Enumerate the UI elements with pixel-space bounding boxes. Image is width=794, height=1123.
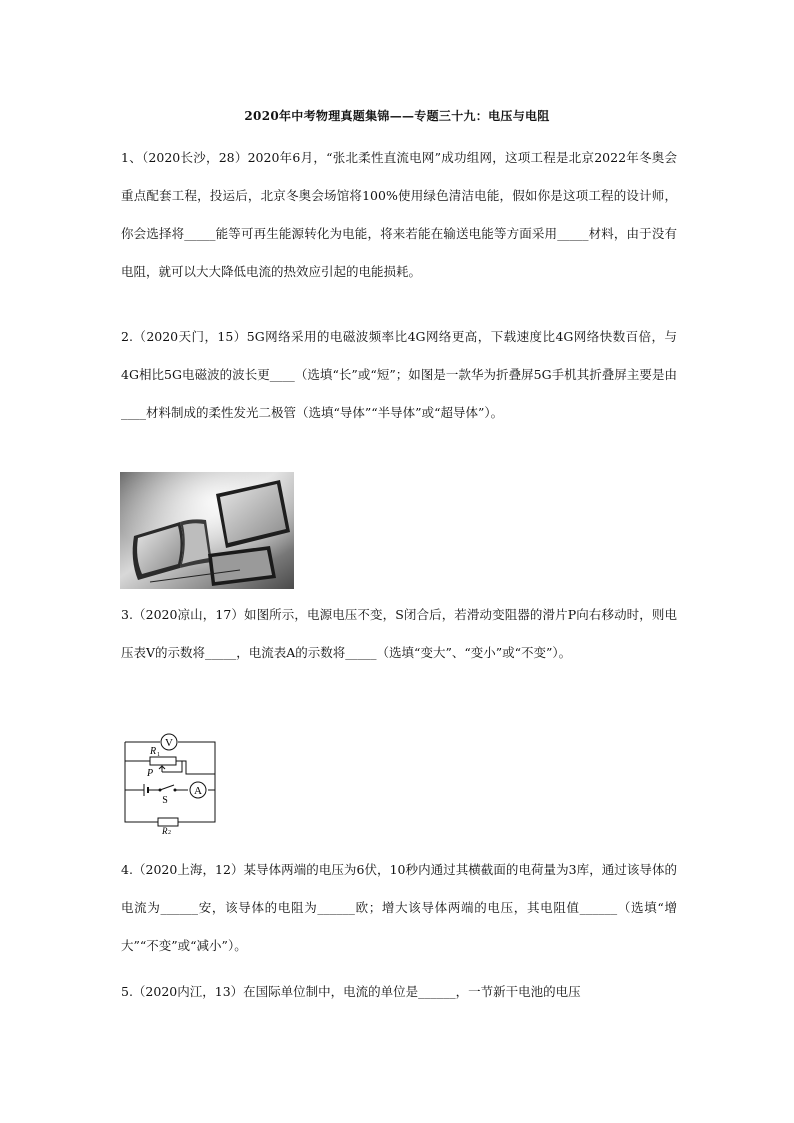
question-2: 2.（2020天门，15）5G网络采用的电磁波频率比4G网络更高，下载速度比4G网络快数百倍，与4G相比5G电磁波的波长更____（选填“长”或“短”；如图是一款华为折叠屏5G手机其折叠屏主要是由____材料制成的柔性发光二极管（选填“导体”“半导体”或“超导体”）。 bbox=[121, 329, 677, 420]
question-1: 1、（2020长沙，28）2020年6月，“张北柔性直流电网”成功组网，这项工程是北京2022年冬奥会重点配套工程，投运后，北京冬奥会场馆将100%使用绿色清洁电能，假如你是这项工程的设计师，你会选择将_____能等可再生能源转化为电能，将来若能在输送电能等方面采用_____材料，由于没有电阻，就可以大大降低电流的热效应引起的电能损耗。 bbox=[121, 150, 677, 279]
page-title: 2020年中考物理真题集锦——专题三十九：电压与电阻 bbox=[244, 109, 550, 123]
ammeter-label: A bbox=[194, 785, 202, 797]
switch-label: S bbox=[162, 795, 168, 806]
question-3: 3.（2020凉山，17）如图所示，电源电压不变，S闭合后，若滑动变阻器的滑片P向右移动时，则电压表V的示数将_____，电流表A的示数将_____（选填“变大”、“变小”或“不变”）。 bbox=[121, 607, 677, 660]
question-4: 4.（2020上海，12）某导体两端的电压为6伏，10秒内通过其横截面的电荷量为3库，通过该导体的电流为______安，该导体的电阻为______欧；增大该导体两端的电压，其电阻值______（选填“增大”“不变”或“减小”）。 bbox=[121, 862, 677, 953]
voltmeter-label: V bbox=[165, 737, 173, 749]
resistor-r2-label: R bbox=[162, 826, 168, 834]
question-5: 5.（2020内江，13）在国际单位制中，电流的单位是______，一节新干电池的电压 bbox=[121, 984, 581, 999]
circuit-diagram bbox=[120, 728, 224, 834]
resistor-r1-label: R bbox=[150, 746, 157, 757]
slider-label: P bbox=[147, 768, 154, 779]
foldable-phone-photo bbox=[120, 472, 294, 589]
resistor-r1-subscript: 1 bbox=[157, 752, 160, 758]
resistor-r2-subscript: 2 bbox=[168, 830, 171, 834]
